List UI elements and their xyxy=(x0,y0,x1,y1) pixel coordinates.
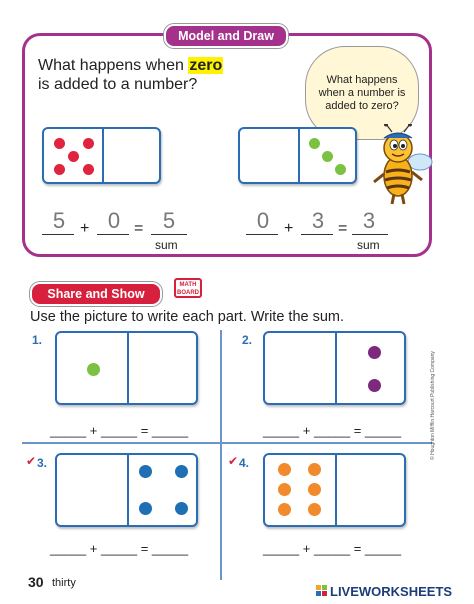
dot xyxy=(308,483,321,496)
page-number: 30 xyxy=(28,574,44,590)
answer-line xyxy=(301,234,333,235)
dot xyxy=(335,164,346,175)
eq2-addend-1: 0 xyxy=(256,208,270,233)
answer-line xyxy=(42,234,74,235)
dot xyxy=(83,138,94,149)
domino-problem-3 xyxy=(55,453,198,527)
liveworksheets-logo-icon xyxy=(316,585,328,597)
dot xyxy=(175,502,188,515)
plus-sign: + xyxy=(284,220,294,237)
grid-horizontal-divider xyxy=(22,442,432,444)
dot xyxy=(322,151,333,162)
domino-divider xyxy=(335,333,337,403)
answer-line xyxy=(246,234,278,235)
copyright-notice: © Houghton Mifflin Harcourt Publishing Company xyxy=(430,351,436,460)
liveworksheets-brand[interactable]: LIVEWORKSHEETS xyxy=(330,584,453,599)
dot xyxy=(278,483,291,496)
instruction-text: Use the picture to write each part. Write the sum. xyxy=(30,309,345,325)
share-and-show-heading: Share and Show xyxy=(30,282,162,306)
question-text-end: is added to a number? xyxy=(38,76,198,93)
dot xyxy=(308,503,321,516)
dot xyxy=(278,463,291,476)
eq1-sum: 5 xyxy=(162,208,176,233)
answer-blanks[interactable]: _____ + _____ = _____ xyxy=(50,423,189,438)
checkmark-icon: ✔ xyxy=(26,454,37,468)
domino-problem-2 xyxy=(263,331,406,405)
page-number-word: thirty xyxy=(52,577,76,589)
question-text-start: What happens when xyxy=(38,57,189,74)
domino-divider xyxy=(127,455,129,525)
dot xyxy=(309,138,320,149)
grid-vertical-divider xyxy=(220,330,222,580)
dot xyxy=(308,463,321,476)
problem-number: 2. xyxy=(242,333,253,347)
checkmark-icon: ✔ xyxy=(228,454,239,468)
domino-divider xyxy=(298,129,300,182)
thought-bubble-text: What happens when a number is added to zero? xyxy=(318,73,406,112)
answer-blanks[interactable]: _____ + _____ = _____ xyxy=(263,423,402,438)
sum-label: sum xyxy=(357,238,380,252)
answer-blanks[interactable]: _____ + _____ = _____ xyxy=(50,541,189,556)
dot xyxy=(54,164,65,175)
dot xyxy=(54,138,65,149)
domino-divider xyxy=(102,129,104,182)
dot xyxy=(139,502,152,515)
math-board-icon: MATH BOARD xyxy=(174,278,202,298)
eq1-addend-2: 0 xyxy=(107,208,121,233)
dot xyxy=(278,503,291,516)
eq2-addend-2: 3 xyxy=(311,208,325,233)
eq1-addend-1: 5 xyxy=(52,208,66,233)
answer-line xyxy=(97,234,129,235)
dot xyxy=(175,465,188,478)
domino-problem-4 xyxy=(263,453,406,527)
dot xyxy=(139,465,152,478)
bee-mascot-icon xyxy=(368,124,440,206)
plus-sign: + xyxy=(80,220,90,237)
problem-number: 3. xyxy=(37,456,48,470)
dot xyxy=(87,363,100,376)
dot xyxy=(83,164,94,175)
question-highlight-zero: zero xyxy=(189,57,223,74)
domino-divider xyxy=(127,333,129,403)
domino-model-2 xyxy=(238,127,357,184)
equals-sign: = xyxy=(134,220,144,237)
sum-label: sum xyxy=(155,238,178,252)
model-question xyxy=(38,56,223,94)
dot xyxy=(368,379,381,392)
problem-number: 1. xyxy=(32,333,43,347)
domino-model-1 xyxy=(42,127,161,184)
equals-sign: = xyxy=(338,220,348,237)
model-and-draw-heading: Model and Draw xyxy=(164,24,288,48)
answer-line xyxy=(352,234,388,235)
domino-problem-1 xyxy=(55,331,198,405)
dot xyxy=(68,151,79,162)
eq2-sum: 3 xyxy=(362,208,376,233)
problem-number: 4. xyxy=(239,456,250,470)
answer-blanks[interactable]: _____ + _____ = _____ xyxy=(263,541,402,556)
answer-line xyxy=(151,234,187,235)
dot xyxy=(368,346,381,359)
domino-divider xyxy=(335,455,337,525)
